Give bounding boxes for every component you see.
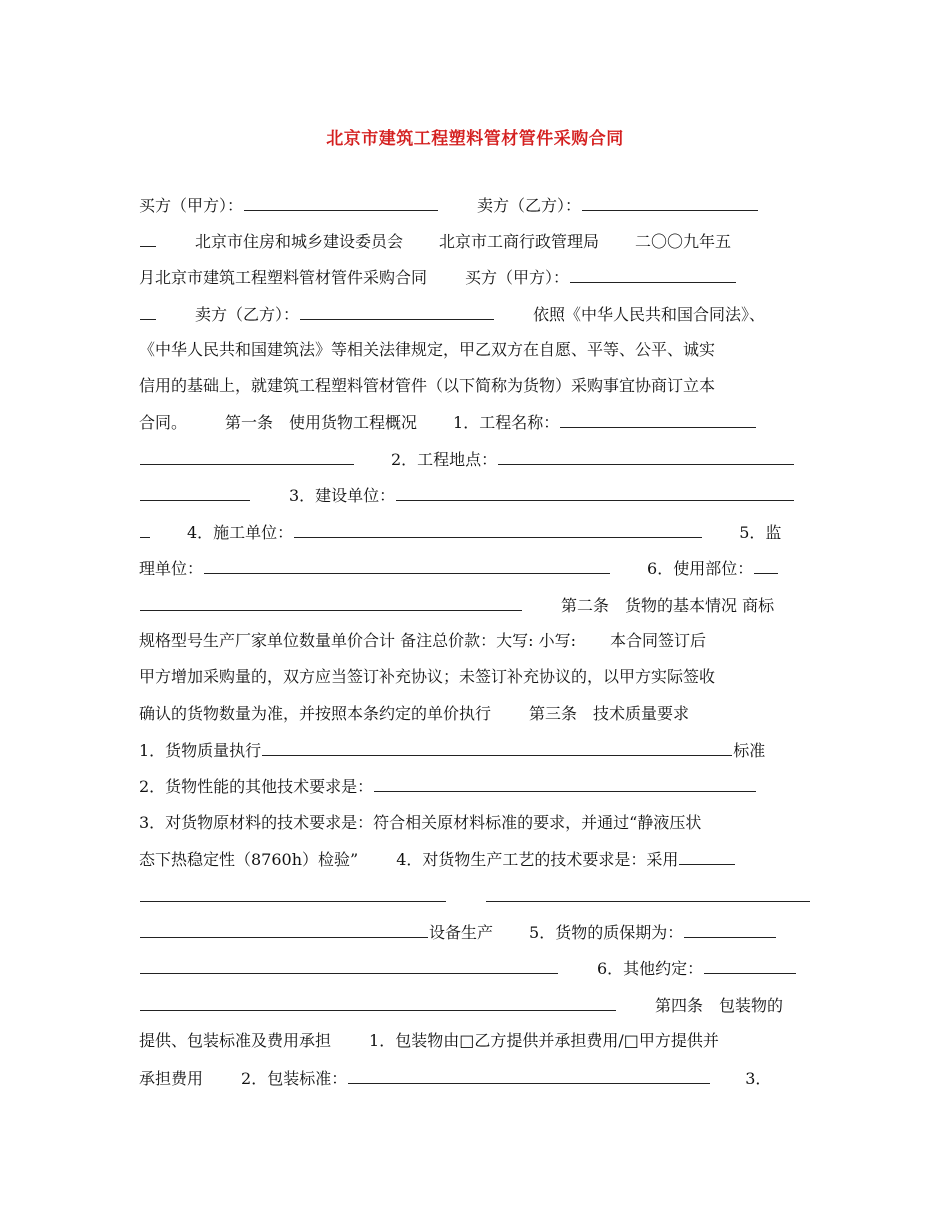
article-2-clause-mid: 甲方增加采购量的，双方应当签订补充协议；未签订补充协议的，以甲方实际签收 (139, 667, 716, 686)
contractor-blank (294, 520, 702, 538)
article-4-heading-start: 第四条 包装物的 (655, 996, 784, 1015)
text-line-22 (139, 956, 811, 980)
supervisor-label-end: 理单位： (139, 559, 204, 578)
text-line-3 (139, 265, 811, 289)
issuer-housing: 北京市住房和城乡建设委员会 (195, 232, 404, 251)
contractor-label: 4．施工单位： (187, 523, 294, 542)
article-2-heading: 第二条 货物的基本情况 商标 (561, 596, 775, 615)
usage-part-label: 6．使用部位： (647, 559, 754, 578)
warranty-blank (684, 920, 776, 938)
packaging-standard-label: 2．包装标准： (241, 1069, 348, 1088)
blank-short (140, 229, 156, 247)
buyer-label-2: 买方（甲方）： (465, 268, 570, 287)
text-line-2 (139, 229, 811, 253)
seller-blank-2 (300, 302, 494, 320)
blank-short-2 (140, 302, 156, 320)
process-req-blank-3 (486, 884, 810, 902)
builder-blank-cont (140, 520, 150, 538)
project-name-blank (560, 410, 756, 428)
buyer-blank-2 (570, 265, 736, 283)
process-req-label: 4．对货物生产工艺的技术要求是：采用 (396, 850, 679, 869)
goods-table-headers: 规格型号生产厂家单位数量单价合计 备注总价款：大写: 小写: (139, 631, 576, 650)
text-line-7 (139, 410, 811, 434)
text-line-25 (139, 1066, 811, 1090)
packaging-standard-blank (348, 1066, 710, 1084)
text-line-18 (139, 811, 811, 835)
article-4-heading-end: 提供、包装标准及费用承担 (139, 1031, 332, 1050)
seller-label-2: 卖方（乙方）： (195, 305, 300, 324)
quality-standard-suffix: 标准 (733, 741, 766, 760)
text-line-13 (139, 629, 811, 653)
text-line-24 (139, 1029, 811, 1053)
article-1-heading: 第一条 使用货物工程概况 (225, 413, 418, 432)
article-2-clause-start: 本合同签订后 (609, 631, 706, 650)
text-line-23 (139, 993, 811, 1017)
equipment-production: 设备生产 (429, 923, 494, 942)
text-line-1 (139, 193, 811, 217)
material-req-start: 3．对货物原材料的技术要求是：符合相关原材料标准的要求，并通过“静液压状 (139, 813, 702, 832)
text-line-19 (139, 847, 811, 871)
text-line-6 (139, 374, 811, 398)
text-line-5 (139, 338, 811, 362)
text-line-20 (139, 884, 811, 908)
contract-name-repeat: 月北京市建筑工程塑料管材管件采购合同 (139, 268, 428, 287)
warranty-label: 5．货物的质保期为： (529, 923, 684, 942)
item-3-number: 3． (745, 1069, 772, 1088)
preamble-2: 信用的基础上，就建筑工程塑料管材管件（以下简称为货物）采购事宜协商订立本 (139, 376, 716, 395)
supervisor-blank (204, 556, 610, 574)
performance-req-blank (374, 774, 756, 792)
text-line-4 (139, 302, 811, 326)
text-line-15 (139, 702, 811, 726)
text-line-11 (139, 556, 811, 580)
other-terms-label: 6．其他约定： (597, 959, 704, 978)
project-name-label: 1．工程名称： (453, 413, 560, 432)
packaging-provider-end: 承担费用 (139, 1069, 204, 1088)
other-terms-blank-cont (140, 993, 616, 1011)
article-2-clause-end: 确认的货物数量为准，并按照本条约定的单价执行 (139, 704, 492, 723)
text-line-9 (139, 483, 811, 507)
quality-standard-blank (262, 738, 732, 756)
builder-label: 3．建设单位： (289, 486, 396, 505)
text-line-16 (139, 738, 811, 762)
issuer-commerce: 北京市工商行政管理局 (439, 232, 600, 251)
preamble-1: 《中华人民共和国建筑法》等相关法律规定，甲乙双方在自愿、平等、公平、诚实 (139, 340, 716, 359)
project-name-blank-cont (140, 447, 354, 465)
text-line-17 (139, 774, 811, 798)
text-line-12 (139, 593, 811, 617)
preamble-end: 合同。 (139, 413, 188, 432)
supervisor-label-start: 5．监 (739, 523, 782, 542)
project-location-blank (498, 447, 794, 465)
document-title: 北京市建筑工程塑料管材管件采购合同 (326, 129, 624, 149)
usage-part-blank (754, 556, 778, 574)
seller-label: 卖方（乙方）： (477, 196, 582, 215)
material-req-end: 态下热稳定性（8760h）检验” (139, 850, 359, 869)
issue-date: 二〇〇九年五 (635, 232, 732, 251)
project-location-label: 2．工程地点： (391, 450, 498, 469)
buyer-label: 买方（甲方）： (139, 196, 244, 215)
text-line-8 (139, 447, 811, 471)
builder-blank (396, 483, 794, 501)
legal-basis: 依照《中华人民共和国合同法》、 (533, 305, 766, 324)
text-line-14 (139, 665, 811, 689)
quality-standard-label: 1．货物质量执行 (139, 741, 262, 760)
text-line-21 (139, 920, 811, 944)
process-req-blank (679, 847, 735, 865)
process-req-blank-4 (140, 920, 428, 938)
seller-blank (582, 193, 758, 211)
buyer-blank (244, 193, 438, 211)
article-3-heading: 第三条 技术质量要求 (529, 704, 690, 723)
process-req-blank-2 (140, 884, 446, 902)
other-terms-blank (704, 956, 796, 974)
project-location-blank-cont (140, 483, 250, 501)
usage-part-blank-cont (140, 593, 522, 611)
text-line-10 (139, 520, 811, 544)
performance-req-label: 2．货物性能的其他技术要求是： (139, 777, 374, 796)
packaging-provider-clause: 1．包装物由□乙方提供并承担费用/□甲方提供并 (369, 1031, 719, 1050)
warranty-blank-cont (140, 956, 558, 974)
